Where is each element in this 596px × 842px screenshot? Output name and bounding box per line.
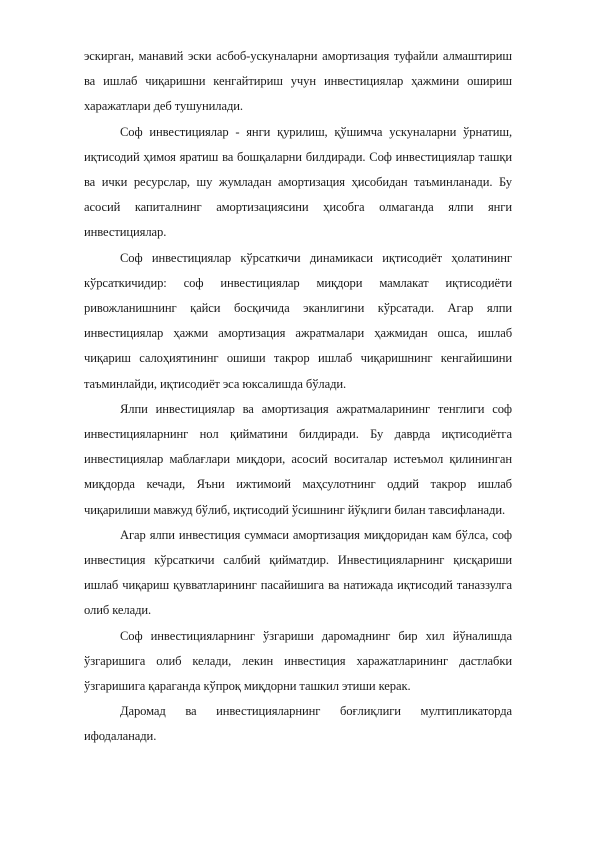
paragraph-net-investment-change: Соф инвестицияларнинг ўзгариши даромаднинг бир хил йўналишда ўзгаришига олиб келади, лекин инвестиция харажатларининг дастлабки ўзгаришига қараганда кўпроқ миқдорни ташкил этиши керак. — [84, 628, 512, 694]
document-page — [84, 44, 512, 750]
paragraph-net-investment-definition: Соф инвестициялар - янги қурилиш, қўшимча ускуналарни ўрнатиш, иқтисодий ҳимоя яратиш ва бошқаларни билдиради. Соф инвестициялар ташқи ва ички ресурслар, шу жумладан амортизация ҳисобидан таъминланади. Бу асосий капиталнинг амортизациясини ҳисобга олмаганда ялпи янги инвестициялар. — [84, 124, 512, 240]
paragraph-gross-investment-equality: Ялпи инвестициялар ва амортизация ажратмаларининг тенглиги соф инвестицияларнинг нол қийматини билдиради. Бу даврда иқтисодиётга инвестициялар маблағлари миқдори, асосий воситалар истеъмол қилининган миқдорда кечади, Яъни ижтимоий маҳсулотнинг оддий такрор ишлаб чиқарилиши мавжуд бўлиб, иқтисодий ўсишнинг йўқлиги билан тавсифланади. — [84, 401, 512, 517]
paragraph-multiplier: Даромад ва инвестицияларнинг боғлиқлиги мултипликаторда ифодаланади. — [84, 704, 512, 744]
paragraph-negative-net-investment: Агар ялпи инвестиция суммаси амортизация миқдоридан кам бўлса, соф инвестиция кўрсаткичи салбий қийматдир. Инвестицияларнинг қисқариши ишлаб чиқариш қувватларининг пасайишига ва натижада иқтисодий таназзулга олиб келади. — [84, 527, 512, 618]
paragraph-net-investment-dynamics: Соф инвестициялар кўрсаткичи динамикаси иқтисодиёт ҳолатининг кўрсаткичидир: соф инвестициялар миқдори мамлакат иқтисодиёти ривожланишнинг қайси босқичида эканлигини кўрсатади. Агар ялпи инвестициялар ҳажми амортизация ажратмалари ҳажмидан ошса, ишлаб чиқариш салоҳиятининг ошиши такрор ишлаб чиқаришнинг кенгайишини таъминлайди, иқтисодиёт эса юксалишда бўлади. — [84, 250, 512, 391]
paragraph-continuation: эскирган, манавий эски асбоб-ускуналарни амортизация туфайли алмаштириш ва ишлаб чиқаришни кенгайтириш учун инвестициялар ҳажмини ошириш харажатлари деб тушунилади. — [84, 49, 512, 114]
